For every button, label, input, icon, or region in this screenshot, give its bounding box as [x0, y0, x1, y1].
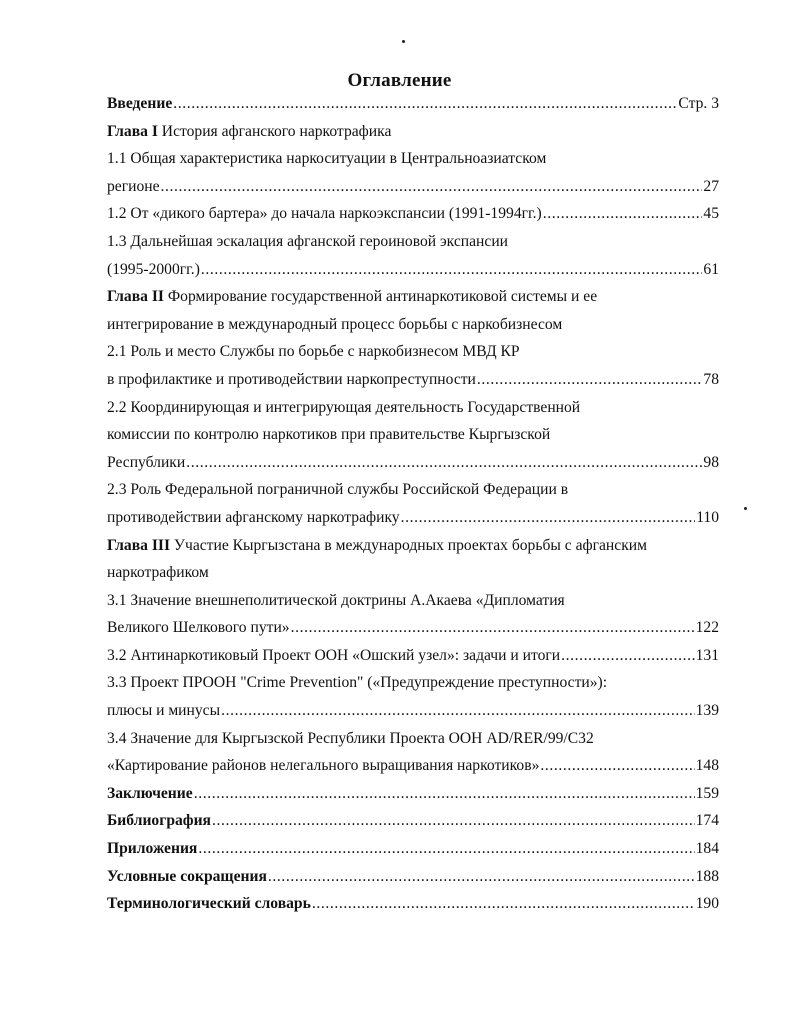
toc-entry-title: 2.3 Роль Федеральной пограничной службы Российской Федерации в [107, 481, 569, 499]
toc-entry-title: 1.2 От «дикого бартера» до начала наркоэкспансии (1991-1994гг.) [107, 205, 542, 223]
toc-entry-title: плюсы и минусы [107, 702, 221, 720]
toc-page-number: 174 [695, 812, 719, 830]
toc-line [107, 421, 719, 449]
toc-line [107, 228, 719, 256]
dot-leader [543, 200, 703, 228]
dot-leader [561, 642, 694, 670]
toc-entry-title: комиссии по контролю наркотиков при правительстве Кыргызской [107, 426, 551, 444]
dot-leader [221, 697, 695, 725]
chapter-label: Глава I [107, 122, 158, 140]
toc-entry-title: 2.1 Роль и место Службы по борьбе с наркобизнесом МВД КР [107, 343, 520, 361]
dot-leader [212, 807, 695, 835]
toc-entry-title: (1995-2000гг.) [107, 260, 200, 278]
toc-page-number: 78 [703, 370, 719, 388]
toc-line [107, 145, 719, 173]
toc-entry-title: наркотрафиком [107, 564, 209, 582]
toc-page-number: 188 [695, 867, 719, 885]
toc-entry-title: 3.2 Антинаркотиковый Проект ООН «Ошский узел»: задачи и итоги [107, 646, 561, 664]
toc-page-number: 122 [695, 619, 719, 637]
toc-line [107, 780, 719, 808]
toc-page-number: 190 [695, 895, 719, 913]
scan-speck [402, 40, 405, 43]
toc-line [107, 311, 719, 339]
toc-entry-title: Терминологический словарь [107, 895, 311, 913]
toc-entry-title: Введение [107, 95, 173, 112]
dot-leader [173, 90, 677, 118]
toc-page-number: Стр. 3 [678, 95, 719, 112]
toc-line [107, 338, 719, 366]
toc-entry-title: 3.4 Значение для Кыргызской Республики Проекта ООН AD/RER/99/C32 [107, 729, 594, 747]
toc-line [107, 807, 719, 835]
toc-line [107, 890, 719, 918]
toc-entry-title: противодействии афганскому наркотрафику [107, 508, 400, 526]
toc-line [107, 614, 719, 642]
toc-page-number: 131 [695, 646, 719, 664]
dot-leader [312, 890, 695, 918]
toc-entry-title: регионе [107, 177, 160, 195]
toc-page-number: 148 [695, 757, 719, 775]
chapter-label: Глава II [107, 288, 164, 306]
table-of-contents [107, 90, 719, 918]
dot-leader [161, 173, 703, 201]
toc-page-number: 98 [703, 453, 719, 471]
toc-page-number: 45 [703, 205, 719, 223]
toc-entry-title: Великого Шелкового пути» [107, 619, 290, 637]
toc-entry-title: Участие Кыргызстана в международных проектах борьбы с афганским [170, 536, 647, 554]
chapter-label: Глава III [107, 536, 171, 554]
toc-entry-title: Формирование государственной антинаркотиковой системы и ее [163, 288, 598, 306]
dot-leader [201, 256, 703, 284]
dot-leader [198, 835, 694, 863]
toc-line [107, 642, 719, 670]
toc-line [107, 200, 719, 228]
toc-line [107, 366, 719, 394]
toc-entry-title: 2.2 Координирующая и интегрирующая деятельность Государственной [107, 398, 581, 416]
toc-line [107, 587, 719, 615]
toc-page-number: 110 [696, 508, 719, 526]
toc-page-number: 139 [695, 702, 719, 720]
toc-line [107, 90, 719, 118]
dot-leader [291, 614, 695, 642]
toc-entry-title: Заключение [107, 784, 193, 802]
dot-leader [540, 752, 694, 780]
toc-entry-title: «Картирование районов нелегального выращивания наркотиков» [107, 757, 540, 775]
toc-line [107, 559, 719, 587]
toc-line [107, 835, 719, 863]
toc-line [107, 118, 719, 146]
toc-title: Оглавление [347, 70, 452, 91]
toc-line [107, 532, 719, 560]
dot-leader [401, 504, 696, 532]
toc-line [107, 504, 719, 532]
toc-entry-title: 3.3 Проект ПРООН "Crime Prevention" («Предупреждение преступности»): [107, 674, 608, 692]
toc-entry-title: Приложения [107, 840, 198, 858]
toc-page-number: 27 [703, 177, 719, 195]
toc-page-number: 61 [703, 260, 719, 278]
toc-line [107, 725, 719, 753]
toc-entry-title: Республики [107, 453, 186, 471]
scan-speck [744, 507, 747, 510]
toc-entry-title: История афганского наркотрафика [157, 122, 392, 140]
dot-leader [268, 863, 695, 891]
toc-line [107, 394, 719, 422]
dot-leader [186, 449, 702, 477]
toc-entry-title: Библиография [107, 812, 211, 830]
toc-line [107, 256, 719, 284]
dot-leader [477, 366, 703, 394]
toc-line [107, 697, 719, 725]
toc-entry-title: 1.3 Дальнейшая эскалация афганской героиновой экспансии [107, 232, 509, 250]
toc-line [107, 669, 719, 697]
toc-entry-title: в профилактике и противодействии наркопреступности [107, 370, 476, 388]
toc-line [107, 283, 719, 311]
toc-page-number: 184 [695, 840, 719, 858]
dot-leader [194, 780, 695, 808]
toc-entry-title: 3.1 Значение внешнеполитической доктрины А.Акаева «Дипломатия [107, 591, 565, 609]
toc-entry-title: Условные сокращения [107, 867, 267, 885]
toc-line [107, 449, 719, 477]
toc-line [107, 173, 719, 201]
toc-line [107, 752, 719, 780]
toc-entry-title: 1.1 Общая характеристика наркоситуации в Центральноазиатском [107, 150, 547, 168]
toc-line [107, 863, 719, 891]
toc-entry-title: интегрирование в международный процесс борьбы с наркобизнесом [107, 315, 563, 333]
toc-line [107, 476, 719, 504]
toc-page-number: 159 [695, 784, 719, 802]
